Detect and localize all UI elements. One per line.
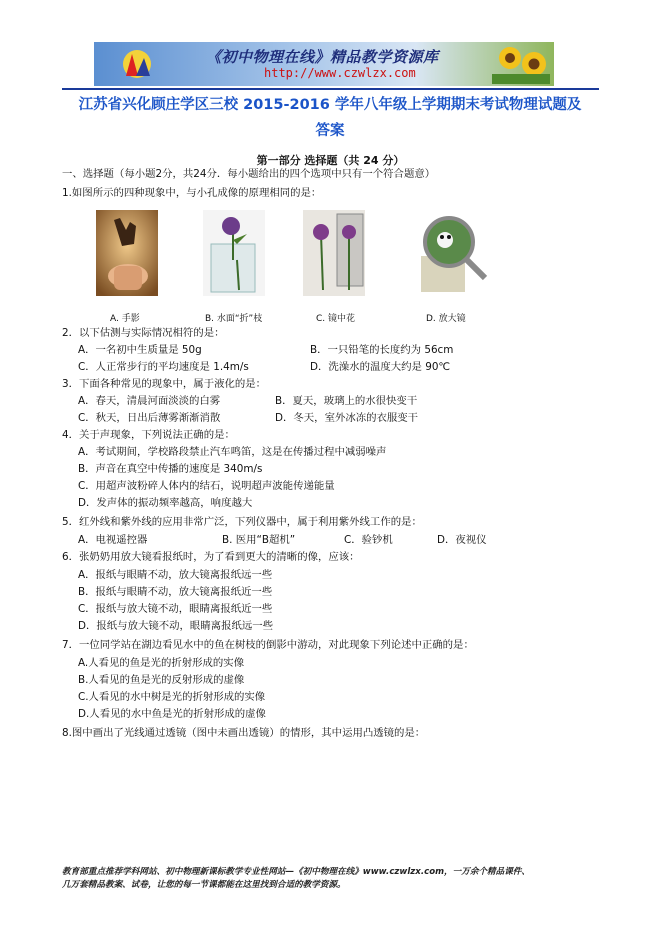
q7-option-c: C.人看见的水中树是光的折射形成的实像 <box>78 691 266 703</box>
q5-option-d: D．夜视仪 <box>437 534 487 546</box>
q4-option-b: B．声音在真空中传播的速度是 340m/s <box>78 463 263 475</box>
q5-option-a: A．电视遥控器 <box>78 534 148 546</box>
header-banner <box>94 42 554 86</box>
q2-option-a: A．一名初中生质量是 50g <box>78 344 202 356</box>
q4-option-d: D．发声体的振动频率越高，响度越大 <box>78 497 253 509</box>
q1-caption-c: C. 镜中花 <box>316 314 356 324</box>
q6-option-b: B．报纸与眼睛不动，放大镜离报纸近一些 <box>78 586 273 598</box>
q1-stem: 1.如图所示的四种现象中，与小孔成像的原理相同的是： <box>62 187 322 199</box>
q3-option-a: A．春天，清晨河面淡淡的白雾 <box>78 395 221 407</box>
q8-stem: 8.图中画出了光线通过透镜（图中未画出透镜）的情形，其中运用凸透镜的是： <box>62 727 426 739</box>
q1-caption-b: B. 水面“折”枝 <box>205 314 263 324</box>
q4-option-c: C．用超声波粉碎人体内的结石，说明超声波能传递能量 <box>78 480 335 492</box>
banner-url[interactable]: http://www.czwlzx.com <box>264 66 416 80</box>
magnifier-image <box>415 210 491 296</box>
q2-option-b: B．一只铅笔的长度约为 56cm <box>310 344 454 356</box>
q6-option-a: A．报纸与眼睛不动，放大镜离报纸远一些 <box>78 569 273 581</box>
q6-stem: 6．张奶奶用放大镜看报纸时，为了看到更大的清晰的像，应该： <box>62 551 360 563</box>
q2-stem: 2．以下估测与实际情况相符的是： <box>62 327 225 339</box>
q3-option-d: D．冬天，室外冰冻的衣服变干 <box>275 412 419 424</box>
footer-line-1: 教育部重点推荐学科网站、初中物理新课标教学专业性网站—《初中物理在线》www.czwlzx.com，一万余个精品课件、 <box>62 867 530 877</box>
section-heading: 第一部分 选择题（共 24 分） <box>256 154 405 167</box>
page-footer <box>62 866 602 892</box>
document-title-line2: 答案 <box>315 123 345 139</box>
logo-icon <box>120 48 154 80</box>
q1-caption-a: A. 手影 <box>110 314 140 324</box>
bent-stem-in-water-image <box>203 210 265 296</box>
footer-line-2: 几万套精品教案、试卷，让您的每一节课都能在这里找到合适的教学资源。 <box>62 880 346 890</box>
banner-title: 《初中物理在线》精品教学资源库 <box>206 48 439 66</box>
q6-option-c: C．报纸与放大镜不动，眼睛离报纸近一些 <box>78 603 273 615</box>
q5-option-b: B. 医用“B超机” <box>222 534 296 546</box>
hand-shadow-image <box>96 210 158 296</box>
sunflower-icon <box>492 44 550 84</box>
q1-caption-d: D. 放大镜 <box>426 314 466 324</box>
instructions: 一、选择题（每小题2分，共24分．每小题给出的四个选项中只有一个符合题意） <box>62 168 436 180</box>
q7-option-b: B.人看见的鱼是光的反射形成的虚像 <box>78 674 245 686</box>
q6-option-d: D．报纸与放大镜不动，眼睛离报纸远一些 <box>78 620 274 632</box>
q4-option-a: A．考试期间，学校路段禁止汽车鸣笛，这是在传播过程中减弱噪声 <box>78 446 387 458</box>
q7-option-a: A.人看见的鱼是光的折射形成的实像 <box>78 657 245 669</box>
q3-option-b: B．夏天，玻璃上的水很快变干 <box>275 395 418 407</box>
q5-option-c: C．验钞机 <box>344 534 393 546</box>
header-rule <box>62 88 599 90</box>
q3-option-c: C．秋天，日出后薄雾渐渐消散 <box>78 412 221 424</box>
q7-option-d: D.人看见的水中鱼是光的折射形成的虚像 <box>78 708 266 720</box>
q3-stem: 3．下面各种常见的现象中，属于液化的是： <box>62 378 267 390</box>
q5-stem: 5．红外线和紫外线的应用非常广泛，下列仪器中，属于利用紫外线工作的是： <box>62 516 422 528</box>
q7-stem: 7．一位同学站在湖边看见水中的鱼在树枝的倒影中游动，对此现象下列论述中正确的是： <box>62 639 474 651</box>
q4-stem: 4．关于声现象，下列说法正确的是： <box>62 429 235 441</box>
mirror-flower-image <box>303 210 365 296</box>
document-title-line1: 江苏省兴化顾庄学区三校 2015-2016 学年八年级上学期期末考试物理试题及 <box>78 97 582 113</box>
q2-option-c: C．人正常步行的平均速度是 1.4m/s <box>78 361 249 373</box>
q2-option-d: D．洗澡水的温度大约是 90℃ <box>310 361 451 373</box>
